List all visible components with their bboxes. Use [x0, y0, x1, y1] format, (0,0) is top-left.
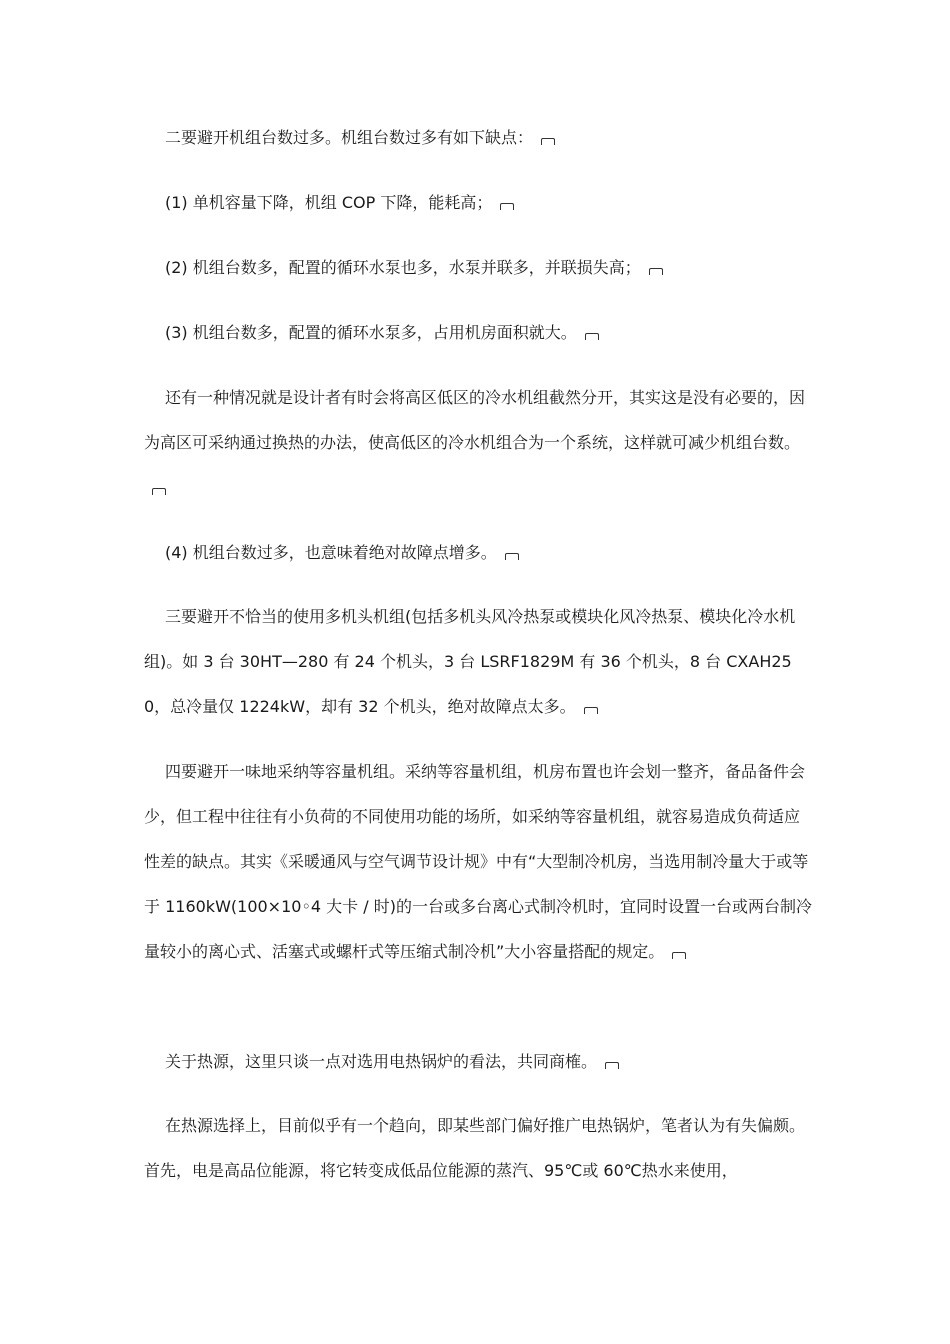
paragraph-mark-icon	[605, 1062, 619, 1069]
paragraph-5	[144, 375, 814, 510]
paragraph-7-text: 三要避开不恰当的使用多机头机组(包括多机头风冷热泵或模块化风冷热泵、模块化冷水机组)。如 3 台 30HT—280 有 24 个机头，3 台 LSRF1829M 有 36 个机头，8 台 CXAH250，总冷量仅 1224kW，却有 32 个机头，绝对故障点太多。	[144, 607, 796, 716]
paragraph-3	[144, 245, 814, 290]
paragraph-3-text: (2) 机组台数多，配置的循环水泵也多，水泵并联多，并联损失高；	[165, 258, 641, 277]
paragraph-mark-icon	[585, 333, 599, 340]
paragraph-10	[144, 1103, 814, 1193]
paragraph-mark-icon	[500, 203, 514, 210]
paragraph-mark-icon	[649, 268, 663, 275]
paragraph-mark-icon	[672, 952, 686, 959]
paragraph-10-text: 在热源选择上，目前似乎有一个趋向，即某些部门偏好推广电热锅炉，笔者认为有失偏颇。首先，电是高品位能源，将它转变成低品位能源的蒸汽、95℃或 60℃热水来使用，	[144, 1116, 806, 1180]
paragraph-2	[144, 180, 814, 225]
paragraph-mark-icon	[584, 707, 598, 714]
paragraph-4	[144, 310, 814, 355]
paragraph-5-text: 还有一种情况就是设计者有时会将高区低区的冷水机组截然分开，其实这是没有必要的，因为高区可采纳通过换热的办法，使高低区的冷水机组合为一个系统，这样就可减少机组台数。	[144, 388, 806, 452]
paragraph-mark-icon	[541, 138, 555, 145]
paragraph-mark-icon	[505, 553, 519, 560]
paragraph-7	[144, 594, 814, 729]
paragraph-8	[144, 749, 814, 974]
paragraph-1-text: 二要避开机组台数过多。机组台数过多有如下缺点：	[165, 128, 534, 147]
paragraph-8-text: 四要避开一味地采纳等容量机组。采纳等容量机组，机房布置也许会划一整齐，备品备件会少，但工程中往往有小负荷的不同使用功能的场所，如采纳等容量机组，就容易造成负荷适应性差的缺点。其实《采暖通风与空气调节设计规》中有“大型制冷机房，当选用制冷量大于或等于 1160kW(100×10◦4 大卡 / 时)的一台或多台离心式制冷机时，宜同时设置一台或两台制冷量较小的离心式、活塞式或螺杆式等压缩式制冷机”大小容量搭配的规定。	[144, 762, 812, 961]
paragraph-6-text: (4) 机组台数过多，也意味着绝对故障点增多。	[165, 543, 497, 562]
paragraph-4-text: (3) 机组台数多，配置的循环水泵多，占用机房面积就大。	[165, 323, 577, 342]
paragraph-9	[144, 1039, 814, 1084]
paragraph-9-text: 关于热源，这里只谈一点对选用电热锅炉的看法，共同商榷。	[165, 1052, 598, 1071]
paragraph-2-text: (1) 单机容量下降，机组 COP 下降，能耗高；	[165, 193, 493, 212]
paragraph-mark-icon	[152, 488, 166, 495]
paragraph-1	[144, 115, 814, 160]
paragraph-6	[144, 530, 814, 575]
